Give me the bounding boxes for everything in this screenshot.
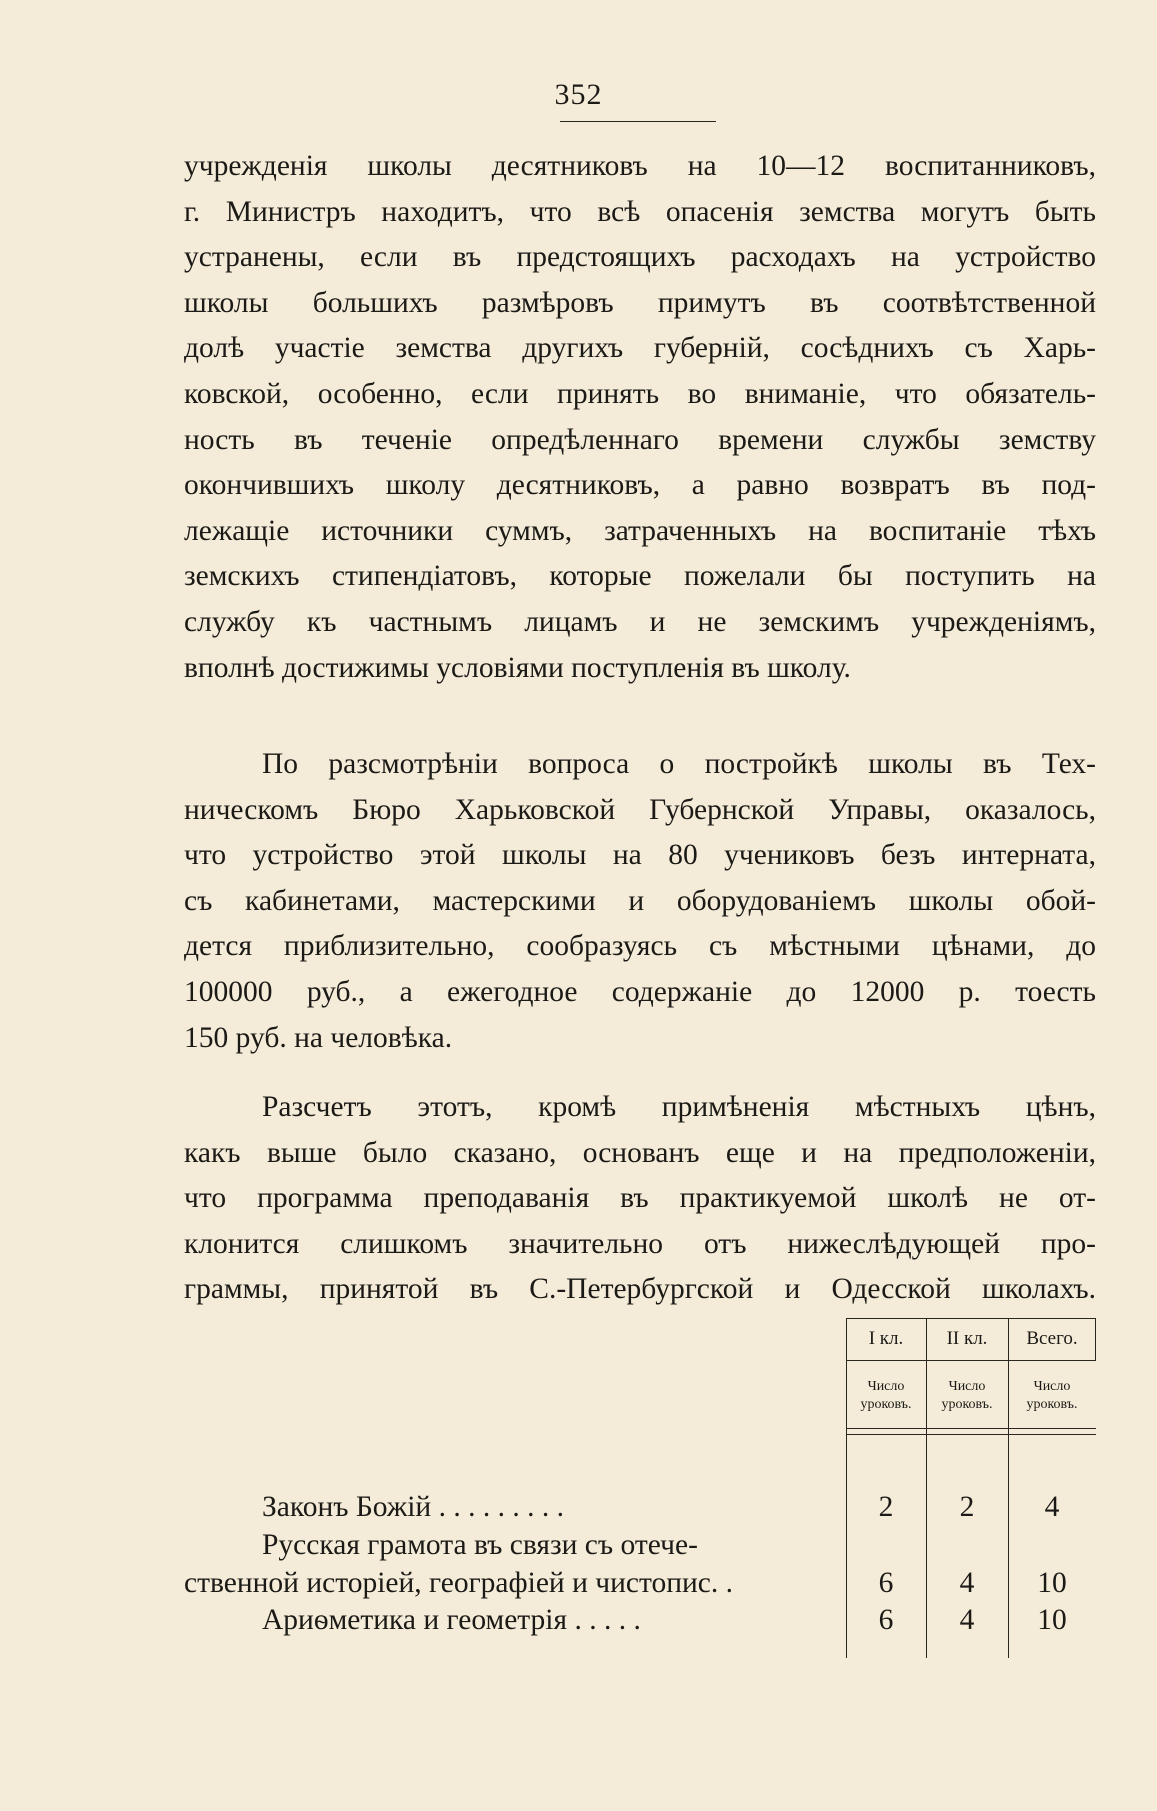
paragraph-1 [184, 144, 1096, 691]
table-cell: 2 [959, 1491, 975, 1523]
table-subheader-rule-double [846, 1434, 1096, 1435]
text-line: Разсчетъ этотъ, кромѣ примѣненія мѣстныхъ цѣнъ, [262, 1091, 1096, 1123]
text-line: устранены, если въ предстоящихъ расходахъ на устройство [184, 241, 1096, 274]
table-row-label: Русская грамота въ связи съ отече- [262, 1529, 698, 1561]
table-cell: 2 [878, 1491, 894, 1523]
subheader-line: Число [1033, 1379, 1071, 1394]
page-number: 352 [554, 78, 603, 111]
subheader-line: уроковъ. [860, 1397, 912, 1412]
paragraph-3 [184, 1085, 1096, 1313]
text-line: ническомъ Бюро Харьковской Губернской Управы, оказалось, [184, 793, 1096, 826]
table-cell: 4 [1044, 1491, 1060, 1523]
lesson-table [184, 1318, 1096, 1658]
text-line: 150 руб. на человѣка. [184, 1021, 453, 1054]
text-line: вполнѣ достижимы условіями поступленія въ школу. [184, 651, 851, 684]
text-line: ность въ теченіе опредѣленнаго времени службы земству [184, 423, 1096, 456]
table-row-label: Законъ Божій . . . . . . . . . [262, 1491, 564, 1523]
text-line: что устройство этой школы на 80 учениковъ безъ интерната, [184, 839, 1096, 872]
text-line: дется приблизительно, сообразуясь съ мѣстными цѣнами, до [184, 930, 1096, 963]
text-line: какъ выше было сказано, основанъ еще и на предположеніи, [184, 1136, 1096, 1169]
table-header-class-1: I кл. [868, 1328, 904, 1349]
table-row-label: Ариѳметика и геометрія . . . . . [262, 1604, 641, 1636]
subheader-line: уроковъ. [941, 1397, 993, 1412]
table-row-label: ственной исторіей, географіей и чистопис. . [184, 1567, 734, 1599]
text-line: что программа преподаванія въ практикуемой школѣ не от- [184, 1182, 1096, 1215]
text-line: учрежденія школы десятниковъ на 10—12 воспитанниковъ, [184, 150, 1096, 182]
table-cell: 6 [878, 1567, 894, 1599]
text-line: окончившихъ школу десятниковъ, а равно возвратъ въ под- [184, 469, 1096, 502]
table-subheader [1008, 1378, 1096, 1414]
text-line: съ кабинетами, мастерскими и оборудованіемъ школы обой- [184, 884, 1096, 917]
subheader-line: Число [948, 1379, 986, 1394]
subheader-line: уроковъ. [1026, 1397, 1078, 1412]
table-header-class-2: II кл. [946, 1328, 988, 1349]
table-cell: 4 [959, 1604, 975, 1636]
table-cell: 10 [1037, 1604, 1067, 1636]
text-line: долѣ участіе земства другихъ губерній, сосѣднихъ съ Харь- [184, 332, 1096, 365]
table-top-rule [846, 1318, 1096, 1319]
table-cell: 6 [878, 1604, 894, 1636]
table-cell: 4 [959, 1567, 975, 1599]
subheader-line: Число [867, 1379, 905, 1394]
text-line: 100000 руб., а ежегодное содержаніе до 12000 р. тоесть [184, 975, 1096, 1008]
table-header-total: Всего. [1026, 1328, 1078, 1349]
table-header-rule [846, 1360, 1096, 1361]
text-line: службу къ частнымъ лицамъ и не земскимъ учрежденіямъ, [184, 605, 1096, 638]
text-line: г. Министръ находитъ, что всѣ опасенія земства могутъ быть [184, 195, 1096, 228]
text-line: школы большихъ размѣровъ примутъ въ соотвѣтственной [184, 286, 1096, 319]
table-subheader [926, 1378, 1008, 1414]
text-line: граммы, принятой въ С.-Петербургской и Одесской школахъ. [184, 1273, 1096, 1306]
text-line: лежащіе источники суммъ, затраченныхъ на воспитаніе тѣхъ [184, 514, 1096, 547]
paragraph-2 [184, 742, 1096, 1061]
text-line: земскихъ стипендіатовъ, которые пожелали бы поступить на [184, 560, 1096, 593]
text-line: ковской, особенно, если принять во вниманіе, что обязатель- [184, 377, 1096, 410]
text-line: По разсмотрѣніи вопроса о постройкѣ школы въ Тех- [262, 748, 1096, 780]
text-line: клонится слишкомъ значительно отъ нижеслѣдующей про- [184, 1227, 1096, 1260]
table-subheader [846, 1378, 926, 1414]
page-number-rule [560, 121, 716, 122]
table-cell: 10 [1037, 1567, 1067, 1599]
table-subheader-rule [846, 1428, 1096, 1429]
